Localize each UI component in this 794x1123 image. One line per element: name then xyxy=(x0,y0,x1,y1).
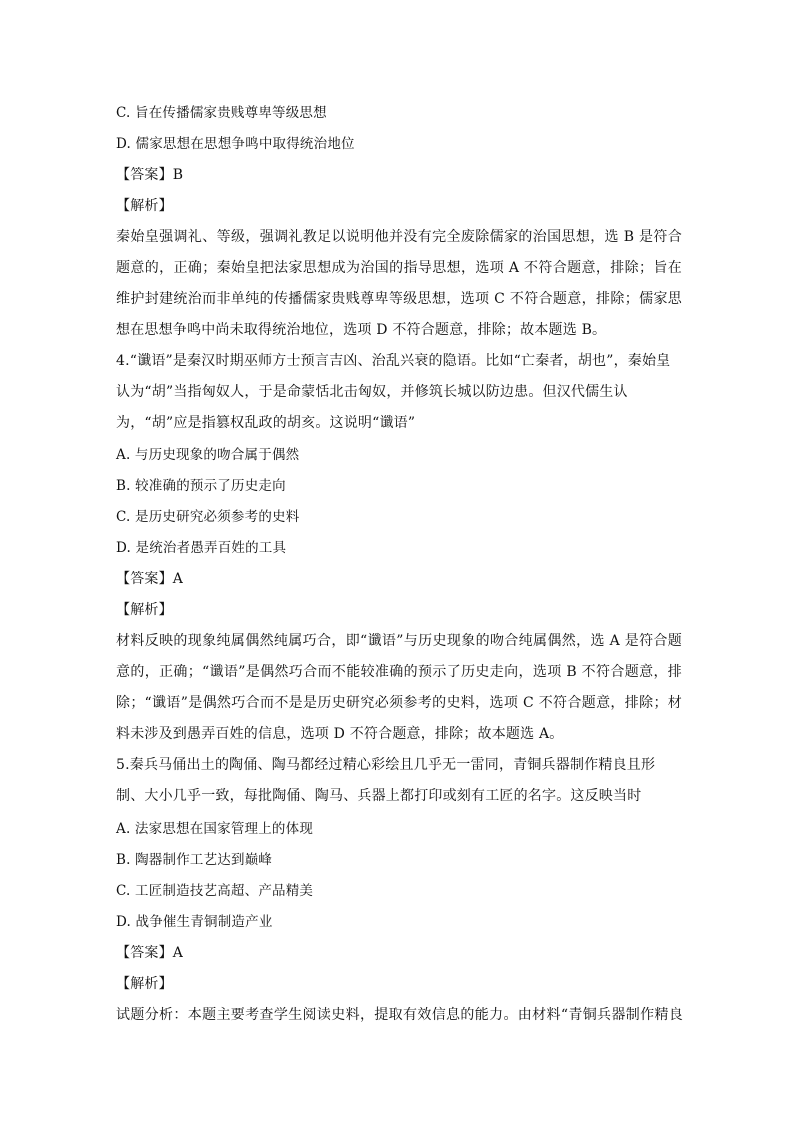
q4-option-d: D. 是统治者愚弄百姓的工具 xyxy=(116,540,287,556)
q4-answer: 【答案】A xyxy=(116,571,184,587)
q5-option-d: D. 战争催生青铜制造产业 xyxy=(116,914,273,930)
q4-stem: 4.“谶语”是秦汉时期巫师方士预言吉凶、治乱兴衰的隐语。比如“亡秦者，胡也”，秦始皇认为“胡”当指匈奴人，于是命蒙恬北击匈奴，并修筑长城以防边患。但汉代儒生认为，“胡”应是指篡权乱政的胡亥。这说明“谶语” xyxy=(116,353,671,431)
q4-analysis: 材料反映的现象纯属偶然纯属巧合，即“谶语”与历史现象的吻合纯属偶然，选 A 是符合题意的，正确；“谶语”是偶然巧合而不能较准确的预示了历史走向，选项 B 不符合题意，排除；“谶语”是偶然巧合而不是是历史研究必须参考的史料，选项 C 不符合题意，排除；材料未涉及到愚弄百姓的信息，选项 D 不符合题意，排除；故本题选 A。 xyxy=(116,633,682,742)
q5-analysis-heading: 【解析】 xyxy=(116,976,173,992)
q5-analysis-line: 试题分析：本题主要考查学生阅读史料，提取有效信息的能力。由材料“青铜兵器制作精良 xyxy=(116,1007,684,1023)
q3-analysis-heading: 【解析】 xyxy=(116,198,173,214)
q5-stem: 5.秦兵马俑出土的陶俑、陶马都经过精心彩绘且几乎无一雷同，青铜兵器制作精良且形制、大小几乎一致，每批陶俑、陶马、兵器上都打印或刻有工匠的名字。这反映当时 xyxy=(116,757,656,804)
q3-analysis: 秦始皇强调礼、等级，强调礼教足以说明他并没有完全废除儒家的治国思想，选 B 是符合题意的，正确；秦始皇把法家思想成为治国的指导思想，选项 A 不符合题意，排除；旨在维护封建统治而非单纯的传播儒家贵贱尊卑等级思想，选项 C 不符合题意，排除；儒家思想在思想争鸣中尚未取得统治地位，选项 D 不符合题意，排除；故本题选 B。 xyxy=(116,229,682,338)
q5-option-b: B. 陶器制作工艺达到巅峰 xyxy=(116,852,273,868)
q4-option-c: C. 是历史研究必须参考的史料 xyxy=(116,509,300,525)
q5-answer: 【答案】A xyxy=(116,945,184,961)
q3-option-c: C. 旨在传播儒家贵贱尊卑等级思想 xyxy=(116,105,327,121)
q4-option-b: B. 较准确的预示了历史走向 xyxy=(116,478,286,494)
q3-answer: 【答案】B xyxy=(116,167,184,183)
q4-analysis-heading: 【解析】 xyxy=(116,602,173,618)
q5-option-c: C. 工匠制造技艺高超、产品精美 xyxy=(116,883,314,899)
q3-option-d: D. 儒家思想在思想争鸣中取得统治地位 xyxy=(116,136,355,152)
q4-option-a: A. 与历史现象的吻合属于偶然 xyxy=(116,447,300,463)
q5-option-a: A. 法家思想在国家管理上的体现 xyxy=(116,821,314,837)
